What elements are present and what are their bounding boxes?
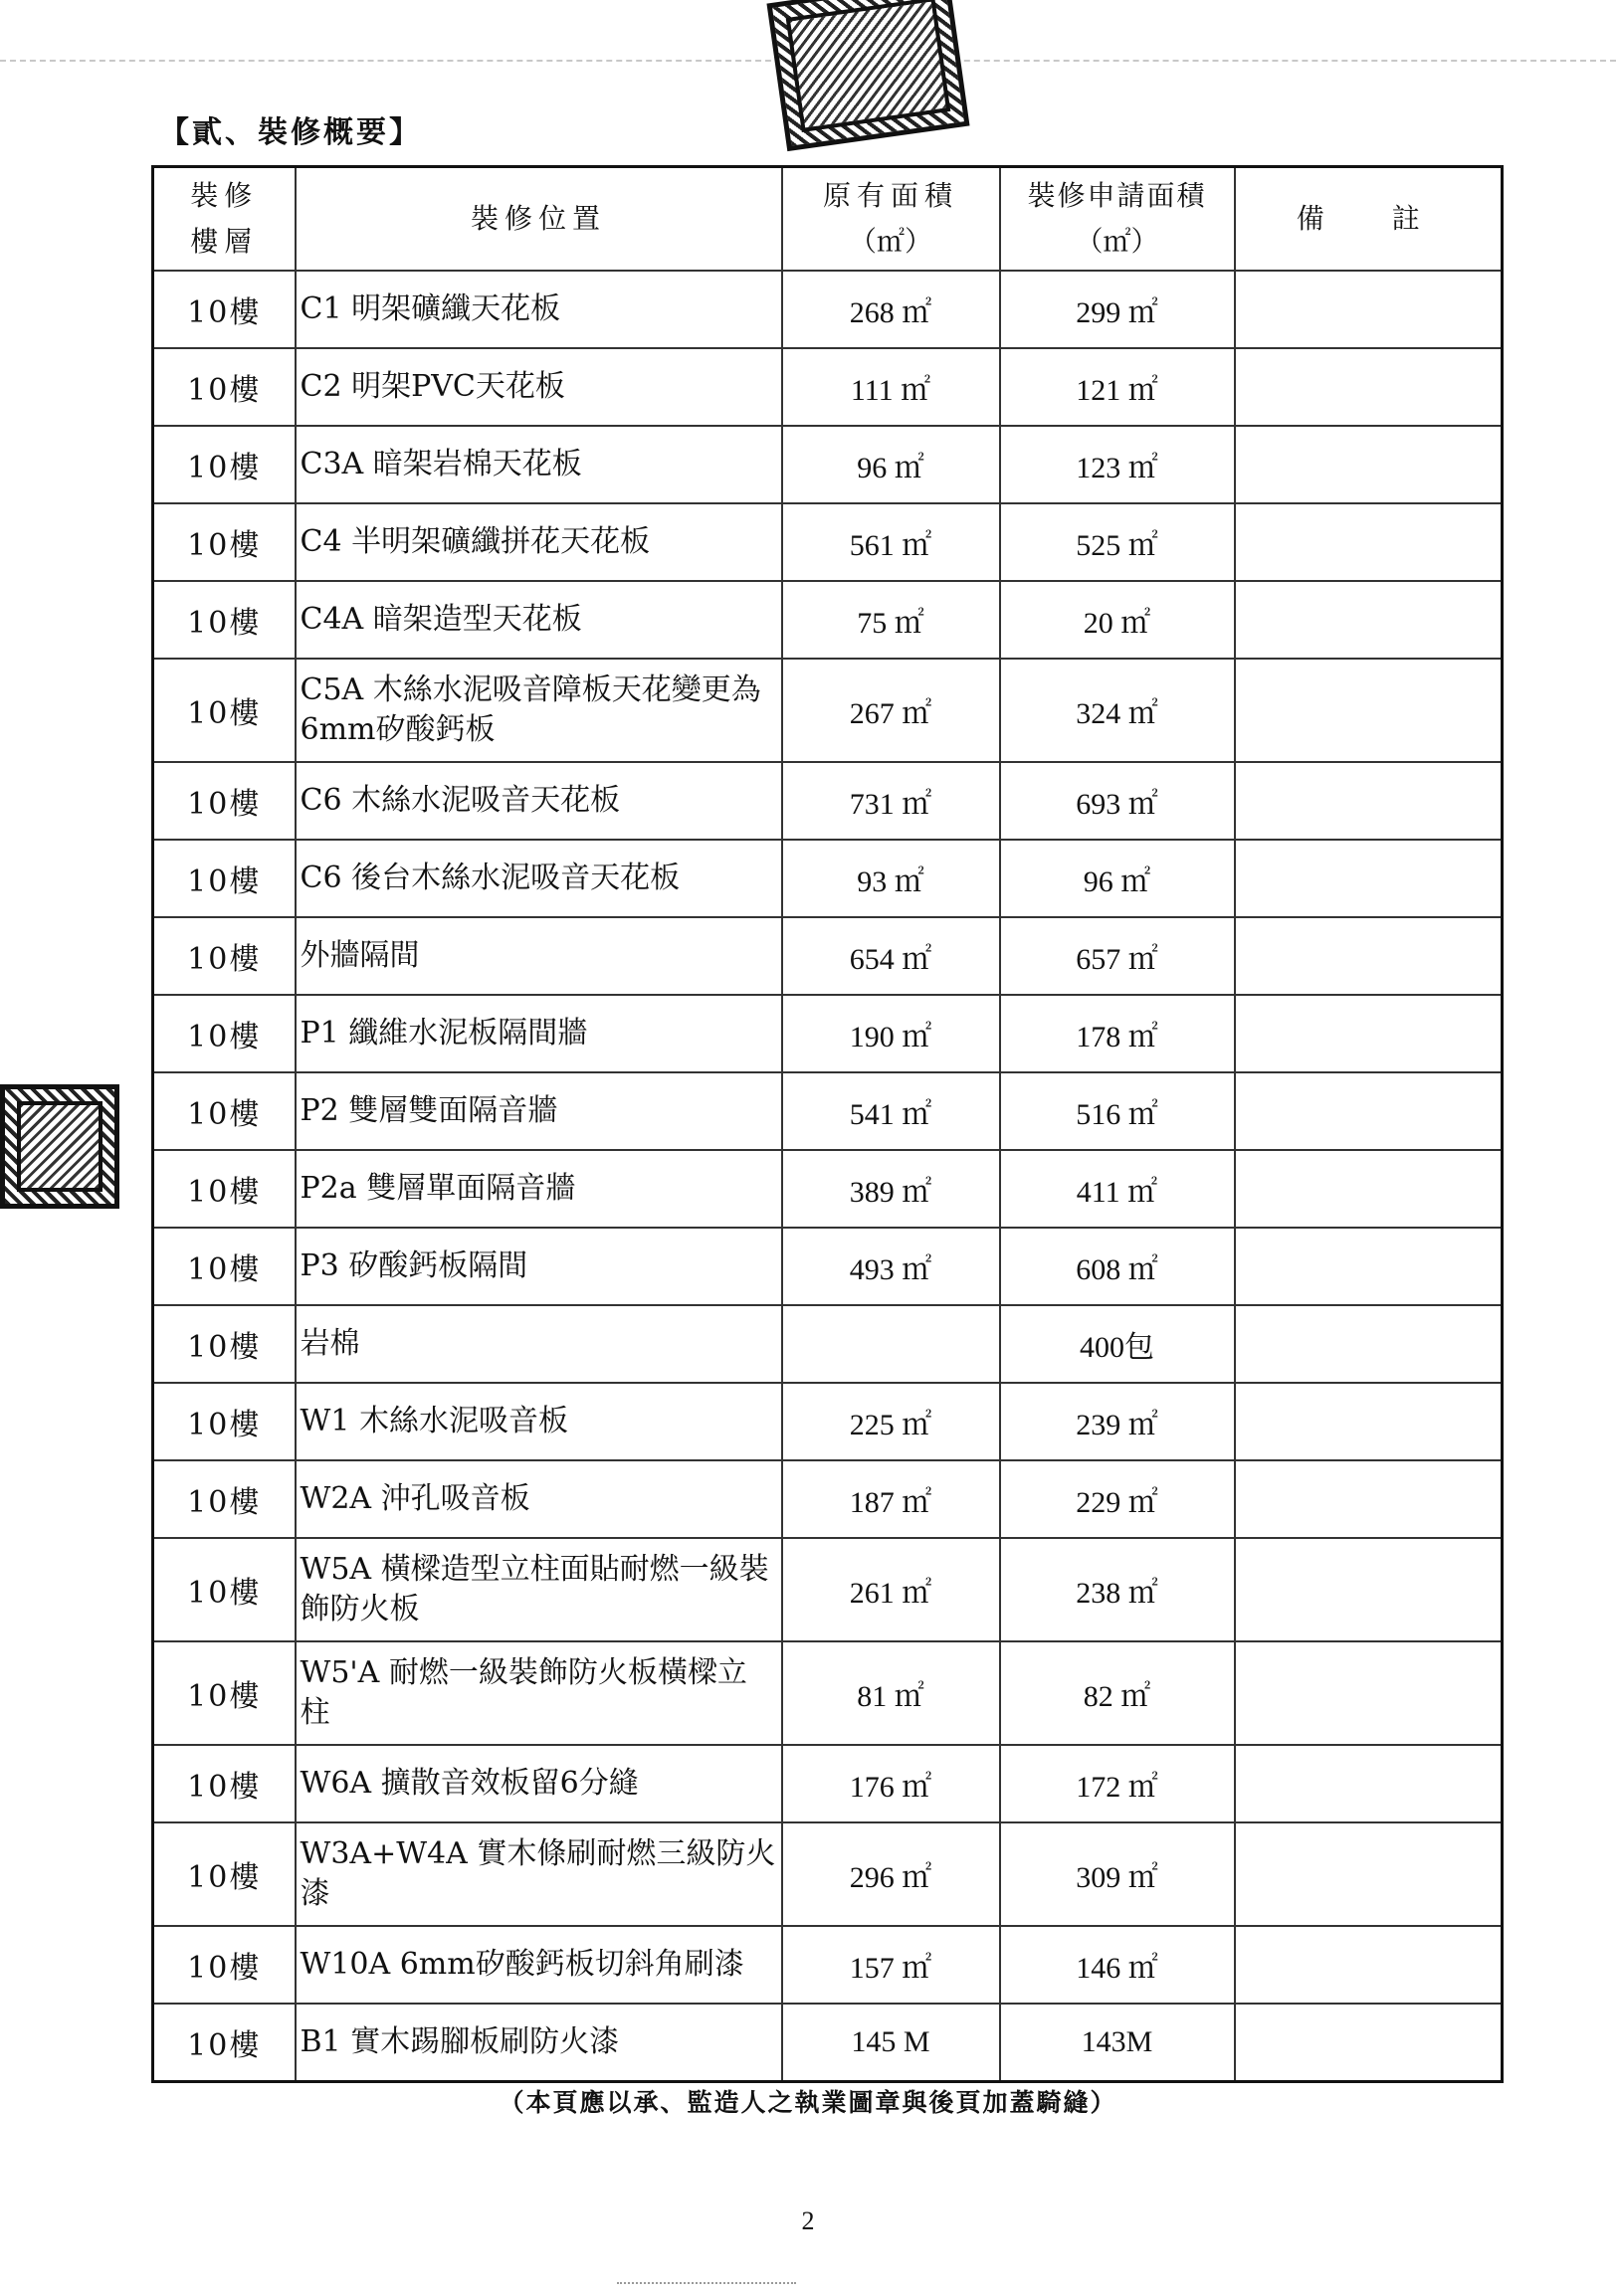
original-area-cell: 561 ㎡ <box>782 503 1000 581</box>
original-area-cell: 261 ㎡ <box>782 1538 1000 1641</box>
header-floor-line1: 裝修 <box>190 179 259 212</box>
applied-area-cell: 82 ㎡ <box>1000 1641 1235 1745</box>
table-row <box>153 659 1503 762</box>
remark-cell <box>1235 503 1503 581</box>
location-cell: 岩棉 <box>296 1305 782 1383</box>
floor-cell: 10樓 <box>153 762 296 840</box>
table-row <box>153 1228 1503 1305</box>
floor-cell: 10樓 <box>153 840 296 917</box>
applied-area-cell: 178 ㎡ <box>1000 995 1235 1072</box>
original-area-cell: 225 ㎡ <box>782 1383 1000 1460</box>
table-row <box>153 1822 1503 1926</box>
location-cell: C1 明架礦纖天花板 <box>296 271 782 348</box>
header-original-line1: 原有面積 <box>822 179 958 212</box>
applied-area-cell: 608 ㎡ <box>1000 1228 1235 1305</box>
original-area-cell: 176 ㎡ <box>782 1745 1000 1822</box>
table-row <box>153 1383 1503 1460</box>
applied-area-cell: 20 ㎡ <box>1000 581 1235 659</box>
remark-cell <box>1235 1745 1503 1822</box>
remark-cell <box>1235 348 1503 426</box>
applied-area-cell: 143M <box>1000 2004 1235 2082</box>
table-row <box>153 1150 1503 1228</box>
original-area-cell: 389 ㎡ <box>782 1150 1000 1228</box>
applied-area-cell: 324 ㎡ <box>1000 659 1235 762</box>
header-original-line2: （㎡） <box>848 225 932 258</box>
table-row <box>153 840 1503 917</box>
header-applied-area <box>1000 167 1235 272</box>
location-cell: C5A 木絲水泥吸音障板天花變更為6mm矽酸鈣板 <box>296 659 782 762</box>
floor-cell: 10樓 <box>153 1538 296 1641</box>
applied-area-cell: 309 ㎡ <box>1000 1822 1235 1926</box>
location-cell: W1 木絲水泥吸音板 <box>296 1383 782 1460</box>
floor-cell: 10樓 <box>153 995 296 1072</box>
remark-cell <box>1235 995 1503 1072</box>
seal-stamp-left <box>0 1084 119 1209</box>
floor-cell: 10樓 <box>153 271 296 348</box>
applied-area-cell: 96 ㎡ <box>1000 840 1235 917</box>
original-area-cell: 75 ㎡ <box>782 581 1000 659</box>
applied-area-cell: 238 ㎡ <box>1000 1538 1235 1641</box>
floor-cell: 10樓 <box>153 1305 296 1383</box>
header-applied-line2: （㎡） <box>1075 225 1159 258</box>
floor-cell: 10樓 <box>153 1745 296 1822</box>
remark-cell <box>1235 1228 1503 1305</box>
floor-cell: 10樓 <box>153 426 296 503</box>
location-cell: C6 木絲水泥吸音天花板 <box>296 762 782 840</box>
table-row <box>153 995 1503 1072</box>
original-area-cell: 145 M <box>782 2004 1000 2082</box>
applied-area-cell: 239 ㎡ <box>1000 1383 1235 1460</box>
header-floor-line2: 樓層 <box>190 225 259 258</box>
location-cell: W3A+W4A 實木條刷耐燃三級防火漆 <box>296 1822 782 1926</box>
remark-cell <box>1235 1150 1503 1228</box>
remark-cell <box>1235 1641 1503 1745</box>
remark-cell <box>1235 659 1503 762</box>
scan-mark-bottom <box>617 2282 796 2294</box>
original-area-cell: 268 ㎡ <box>782 271 1000 348</box>
original-area-cell: 493 ㎡ <box>782 1228 1000 1305</box>
seal-stamp-top <box>776 0 960 139</box>
remark-cell <box>1235 581 1503 659</box>
table-row <box>153 271 1503 348</box>
applied-area-cell: 516 ㎡ <box>1000 1072 1235 1150</box>
location-cell: 外牆隔間 <box>296 917 782 995</box>
table-row <box>153 1460 1503 1538</box>
floor-cell: 10樓 <box>153 1228 296 1305</box>
original-area-cell: 96 ㎡ <box>782 426 1000 503</box>
applied-area-cell: 693 ㎡ <box>1000 762 1235 840</box>
original-area-cell: 93 ㎡ <box>782 840 1000 917</box>
table-row <box>153 1926 1503 2004</box>
original-area-cell: 267 ㎡ <box>782 659 1000 762</box>
original-area-cell: 190 ㎡ <box>782 995 1000 1072</box>
remark-cell <box>1235 271 1503 348</box>
original-area-cell <box>782 1305 1000 1383</box>
table-row <box>153 762 1503 840</box>
table-row <box>153 1641 1503 1745</box>
table-row <box>153 917 1503 995</box>
location-cell: W5A 橫樑造型立柱面貼耐燃一級裝飾防火板 <box>296 1538 782 1641</box>
location-cell: P1 纖維水泥板隔間牆 <box>296 995 782 1072</box>
applied-area-cell: 146 ㎡ <box>1000 1926 1235 2004</box>
floor-cell: 10樓 <box>153 581 296 659</box>
original-area-cell: 111 ㎡ <box>782 348 1000 426</box>
table-row <box>153 348 1503 426</box>
header-floor <box>153 167 296 272</box>
location-cell: P2 雙層雙面隔音牆 <box>296 1072 782 1150</box>
applied-area-cell: 121 ㎡ <box>1000 348 1235 426</box>
floor-cell: 10樓 <box>153 917 296 995</box>
floor-cell: 10樓 <box>153 1383 296 1460</box>
floor-cell: 10樓 <box>153 1926 296 2004</box>
applied-area-cell: 411 ㎡ <box>1000 1150 1235 1228</box>
floor-cell: 10樓 <box>153 348 296 426</box>
applied-area-cell: 229 ㎡ <box>1000 1460 1235 1538</box>
floor-cell: 10樓 <box>153 1072 296 1150</box>
floor-cell: 10樓 <box>153 1641 296 1745</box>
applied-area-cell: 525 ㎡ <box>1000 503 1235 581</box>
header-remark: 備 註 <box>1235 167 1503 272</box>
floor-cell: 10樓 <box>153 1822 296 1926</box>
location-cell: C2 明架PVC天花板 <box>296 348 782 426</box>
applied-area-cell: 123 ㎡ <box>1000 426 1235 503</box>
original-area-cell: 81 ㎡ <box>782 1641 1000 1745</box>
table-row <box>153 1305 1503 1383</box>
applied-area-cell: 400包 <box>1000 1305 1235 1383</box>
table-row <box>153 426 1503 503</box>
remark-cell <box>1235 917 1503 995</box>
table-row <box>153 1072 1503 1150</box>
original-area-cell: 541 ㎡ <box>782 1072 1000 1150</box>
table-row <box>153 1745 1503 1822</box>
original-area-cell: 731 ㎡ <box>782 762 1000 840</box>
remark-cell <box>1235 1926 1503 2004</box>
remark-cell <box>1235 762 1503 840</box>
footnote: （本頁應以承、監造人之執業圖章與後頁加蓋騎縫） <box>499 2088 1117 2117</box>
location-cell: C3A 暗架岩棉天花板 <box>296 426 782 503</box>
floor-cell: 10樓 <box>153 1150 296 1228</box>
header-original-area <box>782 167 1000 272</box>
floor-cell: 10樓 <box>153 503 296 581</box>
original-area-cell: 296 ㎡ <box>782 1822 1000 1926</box>
remark-cell <box>1235 1305 1503 1383</box>
remark-cell <box>1235 1538 1503 1641</box>
table-header-row <box>153 167 1503 272</box>
table-row <box>153 1538 1503 1641</box>
remark-cell <box>1235 426 1503 503</box>
remark-cell <box>1235 1072 1503 1150</box>
applied-area-cell: 299 ㎡ <box>1000 271 1235 348</box>
location-cell: C4A 暗架造型天花板 <box>296 581 782 659</box>
floor-cell: 10樓 <box>153 2004 296 2082</box>
page-number: 2 <box>801 2206 815 2235</box>
header-location: 裝修位置 <box>296 167 782 272</box>
table-row <box>153 503 1503 581</box>
location-cell: B1 實木踢腳板刷防火漆 <box>296 2004 782 2082</box>
renovation-summary-table <box>151 165 1504 2083</box>
remark-cell <box>1235 1383 1503 1460</box>
table-row <box>153 2004 1503 2082</box>
location-cell: W5'A 耐燃一級裝飾防火板橫樑立柱 <box>296 1641 782 1745</box>
original-area-cell: 157 ㎡ <box>782 1926 1000 2004</box>
location-cell: W2A 沖孔吸音板 <box>296 1460 782 1538</box>
applied-area-cell: 657 ㎡ <box>1000 917 1235 995</box>
floor-cell: 10樓 <box>153 1460 296 1538</box>
header-applied-line1: 裝修申請面積 <box>1027 179 1207 212</box>
original-area-cell: 654 ㎡ <box>782 917 1000 995</box>
applied-area-cell: 172 ㎡ <box>1000 1745 1235 1822</box>
table-body <box>153 271 1503 2082</box>
remark-cell <box>1235 1460 1503 1538</box>
table-row <box>153 581 1503 659</box>
location-cell: P3 矽酸鈣板隔間 <box>296 1228 782 1305</box>
location-cell: W10A 6mm矽酸鈣板切斜角刷漆 <box>296 1926 782 2004</box>
floor-cell: 10樓 <box>153 659 296 762</box>
original-area-cell: 187 ㎡ <box>782 1460 1000 1538</box>
remark-cell <box>1235 2004 1503 2082</box>
location-cell: W6A 擴散音效板留6分縫 <box>296 1745 782 1822</box>
remark-cell <box>1235 840 1503 917</box>
location-cell: P2a 雙層單面隔音牆 <box>296 1150 782 1228</box>
remark-cell <box>1235 1822 1503 1926</box>
location-cell: C6 後台木絲水泥吸音天花板 <box>296 840 782 917</box>
section-title: 【貳、裝修概要】 <box>159 115 422 150</box>
location-cell: C4 半明架礦纖拼花天花板 <box>296 503 782 581</box>
